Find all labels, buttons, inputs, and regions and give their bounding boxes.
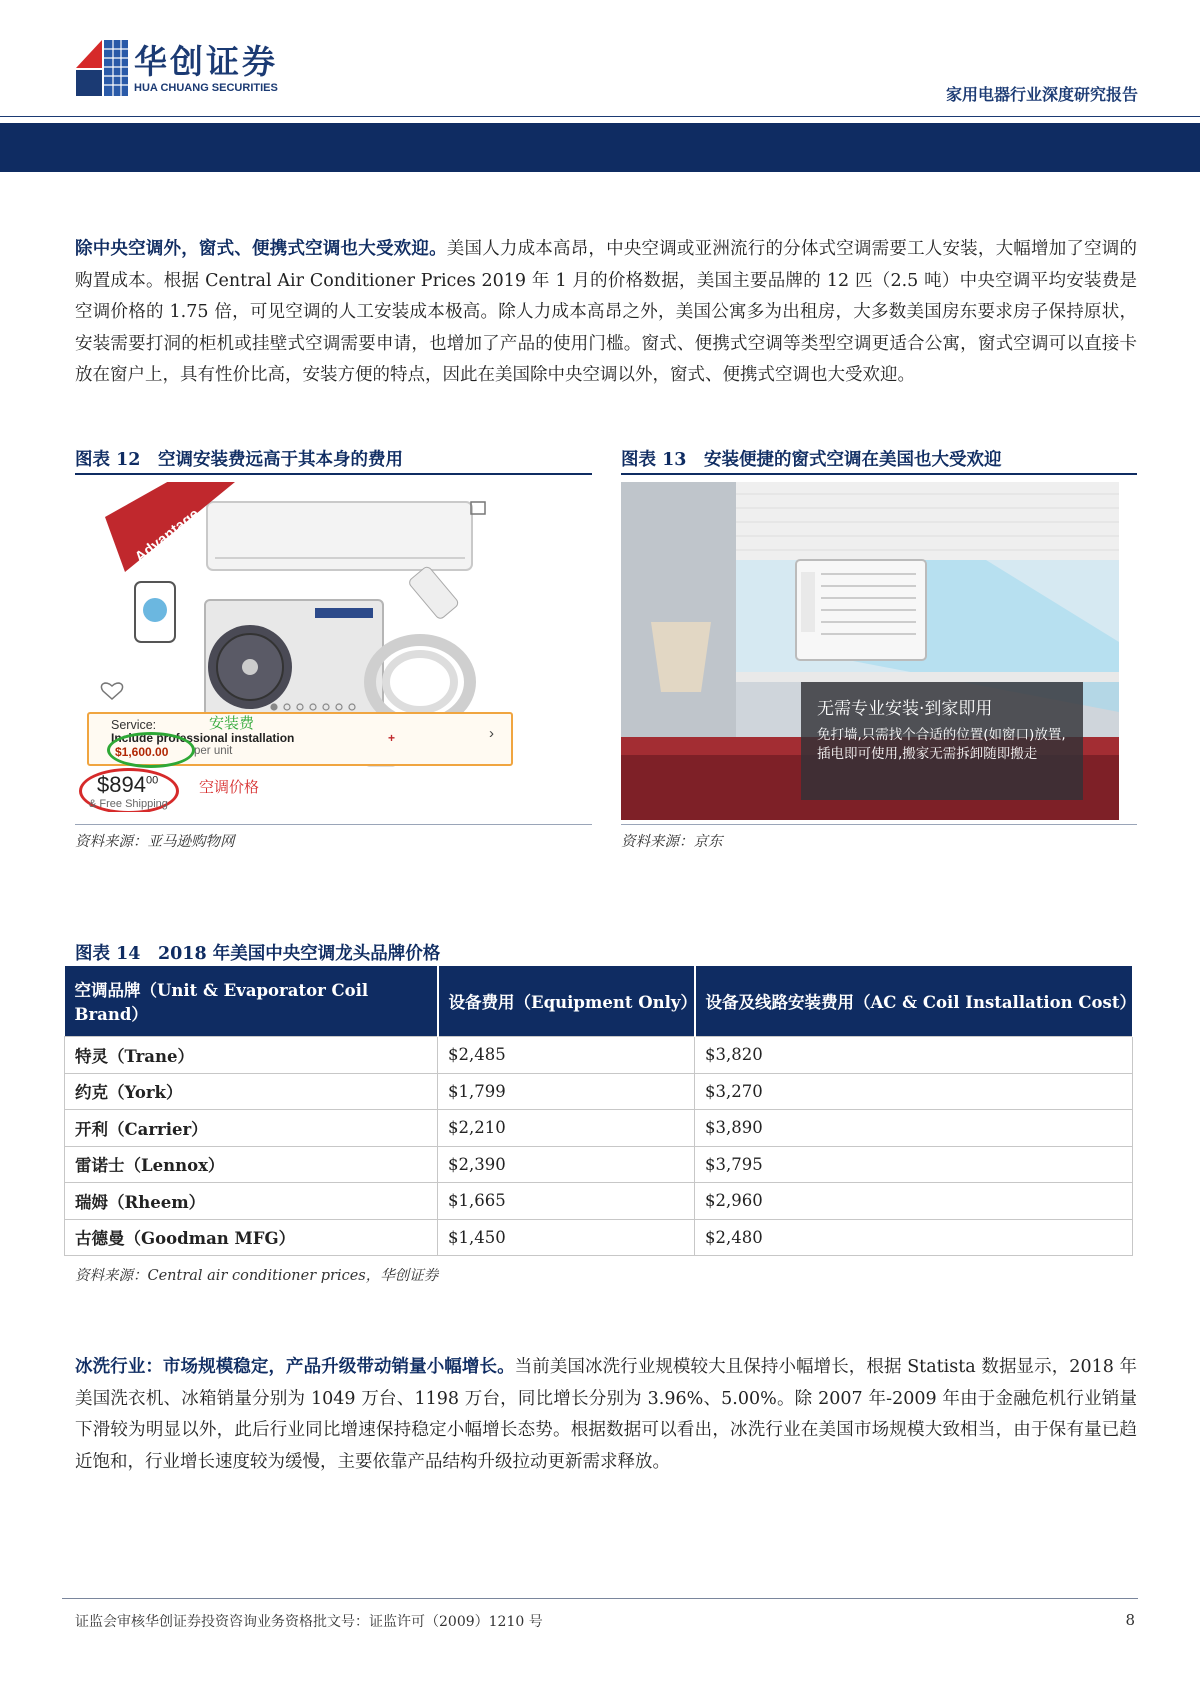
table-row (65, 1183, 1133, 1220)
equipment-cost-cell: $1,450 (438, 1219, 695, 1256)
brand-cell: 古德曼（Goodman MFG） (65, 1219, 438, 1256)
page-number: 8 (1125, 1611, 1135, 1629)
report-title: 家用电器行业深度研究报告 (945, 85, 1138, 104)
install-callout (801, 682, 1083, 800)
header-divider (0, 116, 1200, 117)
brand-cell: 开利（Carrier） (65, 1110, 438, 1147)
paragraph-appliance-market (75, 1352, 1137, 1478)
brand-price-table (64, 966, 1134, 1256)
install-fee-annotation: 安装费 (209, 714, 255, 732)
logo-mark-icon (76, 40, 128, 96)
install-price: $1,600.00 (115, 745, 169, 759)
paragraph-lead: 除中央空调外，窗式、便携式空调也大受欢迎。 (75, 239, 447, 259)
service-plus: + (388, 731, 396, 745)
equipment-cost-cell: $2,390 (438, 1146, 695, 1183)
table-row (65, 1110, 1133, 1147)
page-header (0, 0, 1200, 172)
installation-cost-cell: $2,480 (695, 1219, 1133, 1256)
ribbon-text: Advantage (131, 505, 203, 567)
installation-cost-cell: $3,795 (695, 1146, 1133, 1183)
product-price-cents: 00 (145, 774, 159, 787)
equipment-cost-cell: $2,210 (438, 1110, 695, 1147)
service-box[interactable] (87, 712, 513, 766)
paragraph-lead: 冰洗行业：市场规模稳定，产品升级带动销量小幅增长。 (75, 1357, 515, 1377)
footer-disclaimer: 证监会审核华创证券投资咨询业务资格批文号：证监许可（2009）1210 号 (75, 1614, 543, 1630)
table-header-row (65, 966, 1133, 1037)
paragraph-ac-popularity (75, 234, 1137, 392)
installation-cost-cell: $3,890 (695, 1110, 1133, 1147)
service-line: Include professional installation (111, 731, 295, 745)
installation-cost-cell: $3,820 (695, 1037, 1133, 1074)
header-band (0, 123, 1200, 172)
brand-cell: 雷诺士（Lennox） (65, 1146, 438, 1183)
installation-cost-cell: $2,960 (695, 1183, 1133, 1220)
product-price-value: $894 (97, 772, 146, 797)
install-price-highlight (107, 732, 195, 768)
callout-body: 免打墙,只需找个合适的位置(如窗口)放置,插电即可使用,搬家无需拆卸随即搬走 (817, 727, 1066, 762)
figure-13-bottom-rule (621, 824, 1137, 825)
figure-12-image (75, 482, 592, 812)
ac-price-annotation: 空调价格 (199, 778, 260, 796)
equipment-cost-cell: $1,665 (438, 1183, 695, 1220)
installation-cost-cell: $3,270 (695, 1073, 1133, 1110)
column-header-brand: 空调品牌（Unit & Evaporator Coil Brand） (65, 966, 438, 1037)
footer-divider (62, 1598, 1138, 1599)
figure-14-title: 图表 14 2018 年美国中央空调龙头品牌价格 (75, 944, 441, 964)
brand-cell: 特灵（Trane） (65, 1037, 438, 1074)
paragraph-body: 当前美国冰洗行业规模较大且保持小幅增长，根据 Statista 数据显示，2018 年美国洗衣机、冰箱销量分别为 1049 万台、1198 万台，同比增长分别为 3.96%、5.00%。除 2007 年-2009 年由于金融危机行业销量下滑较为明显以外，此后行业同比增速保持稳定小幅增长态势。根据数据可以看出，冰洗行业在美国市场规模大致相当，由于保有量已趋近饱和，行业增长速度较为缓慢，主要依靠产品结构升级拉动更新需求释放。 (75, 1357, 1137, 1472)
logo-chinese-name: 华创证券 (134, 42, 278, 81)
heart-icon (101, 683, 122, 699)
company-logo (76, 40, 278, 100)
table-row (65, 1146, 1133, 1183)
figure-12-title: 图表 12 空调安装费远高于其本身的费用 (75, 450, 403, 470)
figure-13-source: 资料来源：京东 (621, 834, 723, 850)
figure-13-title: 图表 13 安装便捷的窗式空调在美国也大受欢迎 (621, 450, 1002, 470)
table-row (65, 1073, 1133, 1110)
brand-cell: 约克（York） (65, 1073, 438, 1110)
table-row (65, 1219, 1133, 1256)
share-icon (471, 502, 485, 514)
figure-13-rule (621, 473, 1137, 475)
callout-title: 无需专业安装·到家即用 (817, 699, 993, 719)
figure-12-bottom-rule (75, 824, 592, 825)
column-header-installation: 设备及线路安装费用（AC & Coil Installation Cost） (695, 966, 1133, 1037)
equipment-cost-cell: $1,799 (438, 1073, 695, 1110)
chevron-right-icon[interactable]: › (489, 725, 494, 742)
free-shipping: & Free Shipping (89, 798, 168, 810)
brand-cell: 瑞姆（Rheem） (65, 1183, 438, 1220)
table-row (65, 1037, 1133, 1074)
logo-english-name: HUA CHUANG SECURITIES (134, 82, 278, 94)
product-price (97, 772, 158, 798)
figure-12-source: 资料来源：亚马逊购物网 (75, 834, 235, 850)
service-label: Service: (111, 718, 157, 732)
paragraph-body: 美国人力成本高昂，中央空调或亚洲流行的分体式空调需要工人安装，大幅增加了空调的购置成本。根据 Central Air Conditioner Prices 2019 年 1 月的价格数据，美国主要品牌的 12 匹（2.5 吨）中央空调平均安装费是空调价格的 1.75 倍，可见空调的人工安装成本极高。除人力成本高昂之外，美国公寓多为出租房，大多数美国房东要求房子保持原状，安装需要打洞的柜机或挂壁式空调需要申请，也增加了产品的使用门槛。窗式、便携式空调等类型空调更适合公寓，窗式空调可以直接卡放在窗户上，具有性价比高，安装方便的特点，因此在美国除中央空调以外，窗式、便携式空调也大受欢迎。 (75, 239, 1138, 385)
figure-14-source: 资料来源：Central air conditioner prices，华创证券 (75, 1268, 439, 1284)
equipment-cost-cell: $2,485 (438, 1037, 695, 1074)
per-unit: per unit (194, 745, 233, 757)
figure-12-rule (75, 473, 592, 475)
figure-13-image (621, 482, 1119, 820)
column-header-equipment: 设备费用（Equipment Only） (438, 966, 695, 1037)
